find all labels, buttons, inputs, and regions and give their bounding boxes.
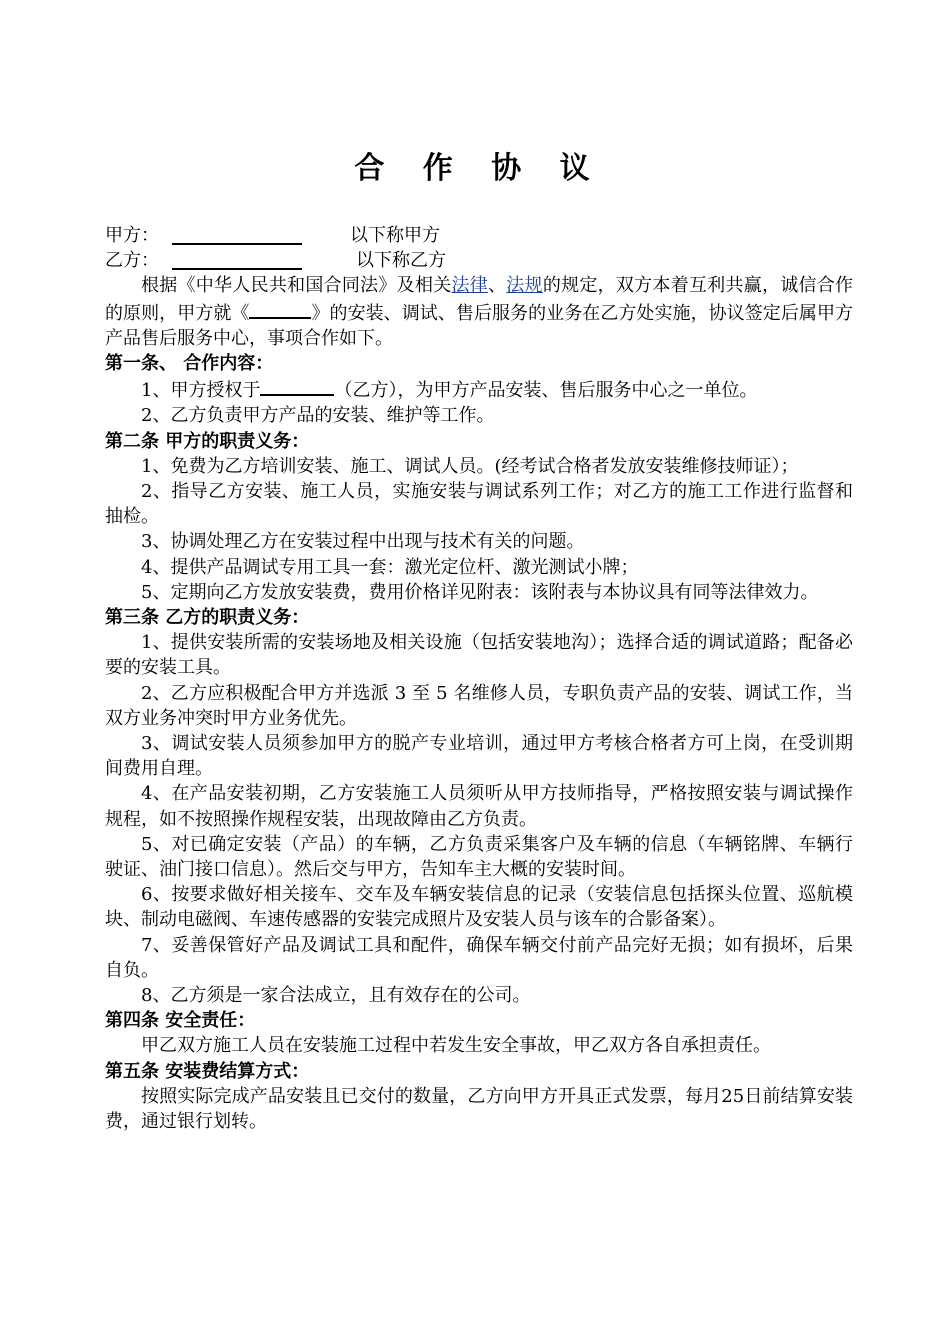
article-3-item: 4、在产品安装初期，乙方安装施工人员须听从甲方技师指导，严格按照安装与调试操作规程，如不按照操作规程安装，出现故障由乙方负责。 (105, 783, 853, 830)
article-5-heading: 第五条 安装费结算方式： (105, 1060, 310, 1082)
document-title: 合 作 协 议 (354, 151, 604, 186)
article-1-item-2: 2、乙方负责甲方产品的安装、维护等工作。 (141, 405, 495, 427)
article-1-item-1-post: （乙方），为甲方产品安装、售后服务中心之一单位。 (334, 380, 758, 402)
article-3-item: 6、按要求做好相关接车、交车及车辆安装信息的记录（安装信息包括探头位置、巡航模块、制动电磁阀、车速传感器的安装完成照片及安装人员与该车的合影备案）。 (105, 884, 853, 931)
party-a-line (105, 223, 853, 248)
article-2-heading: 第二条 甲方的职责义务： (105, 430, 310, 452)
article-3-item: 5、对已确定安装（产品）的车辆，乙方负责采集客户及车辆的信息（车辆铭牌、车辆行驶证、油门接口信息）。然后交与甲方，告知车主大概的安装时间。 (105, 833, 853, 880)
article-3-item: 1、提供安装所需的安装场地及相关设施（包括安装地沟）；选择合适的调试道路；配备必要的安装工具。 (105, 632, 853, 679)
article-4-heading: 第四条 安全责任： (105, 1010, 256, 1032)
document-body (105, 223, 853, 1134)
article-2-item: 3、协调处理乙方在安装过程中出现与技术有关的问题。 (141, 531, 585, 553)
article-3-item: 2、乙方应积极配合甲方并选派 3 至 5 名维修人员，专职负责产品的安装、调试工作，当双方业务冲突时甲方业务优先。 (105, 682, 853, 729)
article-1-item-1-pre: 1、甲方授权于 (141, 380, 261, 402)
party-a-label: 甲方： (105, 225, 159, 246)
article-1-heading: 第一条、 合作内容： (105, 352, 274, 374)
article-3-item: 3、调试安装人员须参加甲方的脱产专业培训，通过甲方考核合格者方可上岗，在受训期间费用自理。 (105, 732, 853, 780)
article-5-text: 按照实际完成产品安装且已交付的数量，乙方向甲方开具正式发票，每月25日前结算安装费，通过银行划转。 (105, 1085, 853, 1132)
party-b-line (105, 248, 853, 273)
party-a-blank (172, 243, 302, 245)
party-b-blank (172, 268, 302, 270)
preamble-text-2: 的规定，双方本着互利共赢，诚信合作的原则，甲方就《 (105, 275, 854, 324)
preamble-separator: 、 (488, 275, 507, 297)
party-b-name-blank (260, 376, 334, 396)
party-a-note: 以下称甲方 (350, 225, 440, 246)
article-3-heading: 第三条 乙方的职责义务： (105, 606, 310, 628)
article-2-item: 5、定期向乙方发放安装费，费用价格详见附表：该附表与本协议具有同等法律效力。 (141, 581, 819, 603)
preamble-text-1: 根据《中华人民共和国合同法》及相关 (141, 275, 452, 297)
article-4-text: 甲乙双方施工人员在安装施工过程中若发生安全事故，甲乙双方各自承担责任。 (141, 1035, 771, 1057)
preamble-text-3: 》的安装、调试、售后服务的业务在乙方处实施，协议签定后属甲方产品售后服务中心，事项合作如下。 (105, 302, 853, 349)
regulation-link[interactable]: 法规 (506, 275, 543, 297)
party-b-note: 以下称乙方 (356, 250, 446, 272)
article-3-item: 7、妥善保管好产品及调试工具和配件，确保车辆交付前产品完好无损；如有损坏，后果自负。 (105, 934, 853, 981)
article-2-item: 2、指导乙方安装、施工人员，实施安装与调试系列工作；对乙方的施工工作进行监督和抽检。 (105, 480, 853, 528)
article-2-item: 4、提供产品调试专用工具一套：激光定位杆、激光测试小牌； (141, 556, 639, 578)
article-2-item: 1、免费为乙方培训安装、施工、调试人员。(经考试合格者发放安装维修技师证）； (141, 455, 799, 477)
article-1-item-1 (105, 376, 853, 403)
product-name-blank (249, 299, 311, 319)
preamble-paragraph (105, 273, 853, 351)
law-link[interactable]: 法律 (451, 275, 489, 297)
article-3-item: 8、乙方须是一家合法成立，且有效存在的公司。 (141, 985, 531, 1007)
party-b-label: 乙方： (105, 250, 159, 272)
